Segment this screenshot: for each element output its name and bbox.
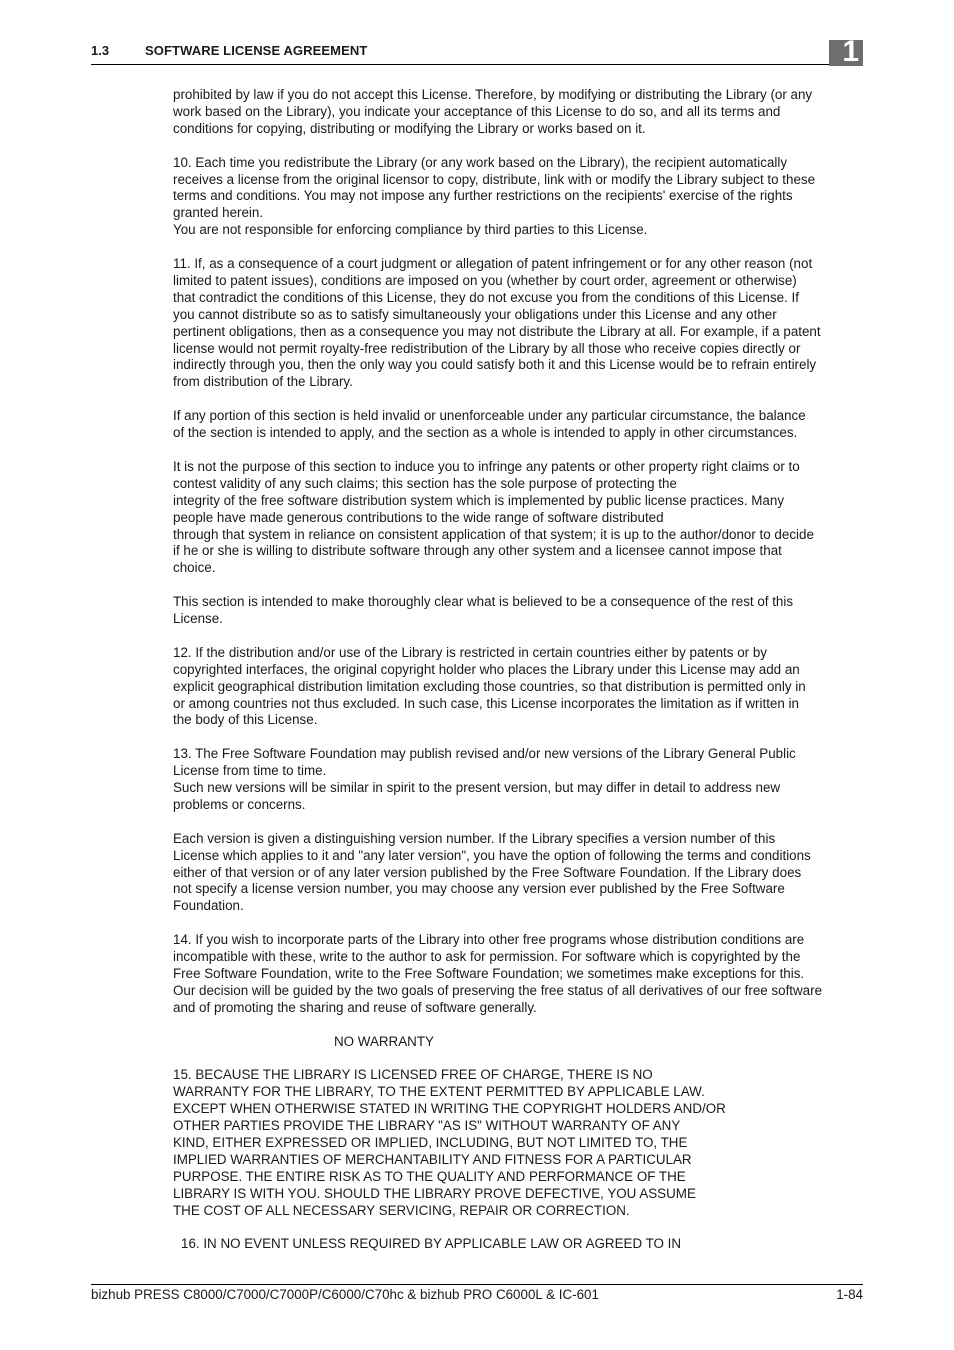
page-header [91, 40, 863, 66]
section-title: SOFTWARE LICENSE AGREEMENT [145, 43, 368, 58]
footer-rule [91, 1284, 863, 1285]
paragraph-purpose: It is not the purpose of this section to induce you to infringe any patents or other property right claims or to contest validity of any such claims; this section has the sole purpose of protecting the integrity of the free software distribution system which is implemented by public license practices. Many people have made generous contributions to the wide range of software distributed through that system in reliance on consistent application of that system; it is up to the author/donor to decide if he or she is willing to distribute software through any other system and a licensee cannot impose that choice. [173, 458, 814, 576]
no-warranty-heading: NO WARRANTY [334, 1033, 434, 1049]
license-body [173, 87, 865, 1270]
paragraph-clause-16: 16. IN NO EVENT UNLESS REQUIRED BY APPLICABLE LAW OR AGREED TO IN [181, 1236, 682, 1252]
chapter-number: 1 [842, 35, 859, 68]
paragraph-clause-15: 15. BECAUSE THE LIBRARY IS LICENSED FREE OF CHARGE, THERE IS NO WARRANTY FOR THE LIBRARY, TO THE EXTENT PERMITTED BY APPLICABLE LAW. EXCEPT WHEN OTHERWISE STATED IN WRITING THE COPYRIGHT HOLDERS AND/OR OTHER PARTIES PROVIDE THE LIBRARY "AS IS" WITHOUT WARRANTY OF ANY KIND, EITHER EXPRESSED OR IMPLIED, INCLUDING, BUT NOT LIMITED TO, THE IMPLIED WARRANTIES OF MERCHANTABILITY AND FITNESS FOR A PARTICULAR PURPOSE. THE ENTIRE RISK AS TO THE QUALITY AND PERFORMANCE OF THE LIBRARY IS WITH YOU. SHOULD THE LIBRARY PROVE DEFECTIVE, YOU ASSUME THE COST OF ALL NECESSARY SERVICING, REPAIR OR CORRECTION. [173, 1067, 726, 1218]
chapter-tab [829, 35, 863, 68]
paragraph-clause-10: 10. Each time you redistribute the Library (or any work based on the Library), the recipient automatically receives a license from the original licensor to copy, distribute, link with or modify the Library subject to these terms and conditions. You may not impose any further restrictions on the recipients' exercise of the rights granted herein. You are not responsible for enforcing compliance by third parties to this License. [173, 154, 816, 238]
header-rule [91, 64, 863, 65]
paragraph-invalid-portion: If any portion of this section is held invalid or unenforceable under any particular circumstance, the balance of the section is intended to apply, and the section as a whole is intended to apply in other circumstances. [173, 408, 806, 441]
paragraph-clause-12: 12. If the distribution and/or use of the Library is restricted in certain countries either by patents or by copyrighted interfaces, the original copyright holder who places the Library under this License may add an explicit geographical distribution limitation excluding those countries, so that distribution is permitted only in or among countries not thus excluded. In such case, this License incorporates the limitation as if written in the body of this License. [173, 644, 806, 728]
page-number: 1-84 [836, 1287, 863, 1302]
paragraph-clause-13: 13. The Free Software Foundation may publish revised and/or new versions of the Library General Public License from time to time. Such new versions will be similar in spirit to the present version, but may differ in detail to address new problems or concerns. [173, 746, 796, 812]
paragraph-version-number: Each version is given a distinguishing version number. If the Library specifies a version number of this License which applies to it and "any later version", you have the option of following the terms and conditions either of that version or of any later version published by the Free Software Foundation. If the Library does not specify a license version number, you may choose any version ever published by the Free Software Foundation. [173, 830, 811, 914]
paragraph-clause-11: 11. If, as a consequence of a court judgment or allegation of patent infringement or for any other reason (not limited to patent issues), conditions are imposed on you (whether by court order, agreement or otherwise) that contradict the conditions of this License, they do not excuse you from the conditions of this License. If you cannot distribute so as to satisfy simultaneously your obligations under this License and any other pertinent obligations, then as a consequence you may not distribute the Library at all. For example, if a patent license would not permit royalty-free redistribution of the Library by all those who receive copies directly or indirectly through you, then the only way you could satisfy both it and this License would be to refrain entirely from distribution of the Library. [173, 256, 821, 390]
footer-product: bizhub PRESS C8000/C7000/C7000P/C6000/C70hc & bizhub PRO C6000L & IC-601 [91, 1287, 599, 1302]
paragraph-clause-14: 14. If you wish to incorporate parts of the Library into other free programs whose distribution conditions are incompatible with these, write to the author to ask for permission. For software which is copyrighted by the Free Software Foundation, write to the Free Software Foundation; we sometimes make exceptions for this. Our decision will be guided by the two goals of preserving the free status of all derivatives of our free software and of promoting the sharing and reuse of software generally. [173, 932, 823, 1015]
paragraph-section-intent: This section is intended to make thoroughly clear what is believed to be a consequence of the rest of this License. [173, 594, 794, 627]
section-number: 1.3 [91, 43, 110, 58]
paragraph-continuation: prohibited by law if you do not accept this License. Therefore, by modifying or distributing the Library (or any work based on the Library), you indicate your acceptance of this License to do so, and all its terms and conditions for copying, distributing or modifying the Library or works based on it. [173, 87, 813, 136]
